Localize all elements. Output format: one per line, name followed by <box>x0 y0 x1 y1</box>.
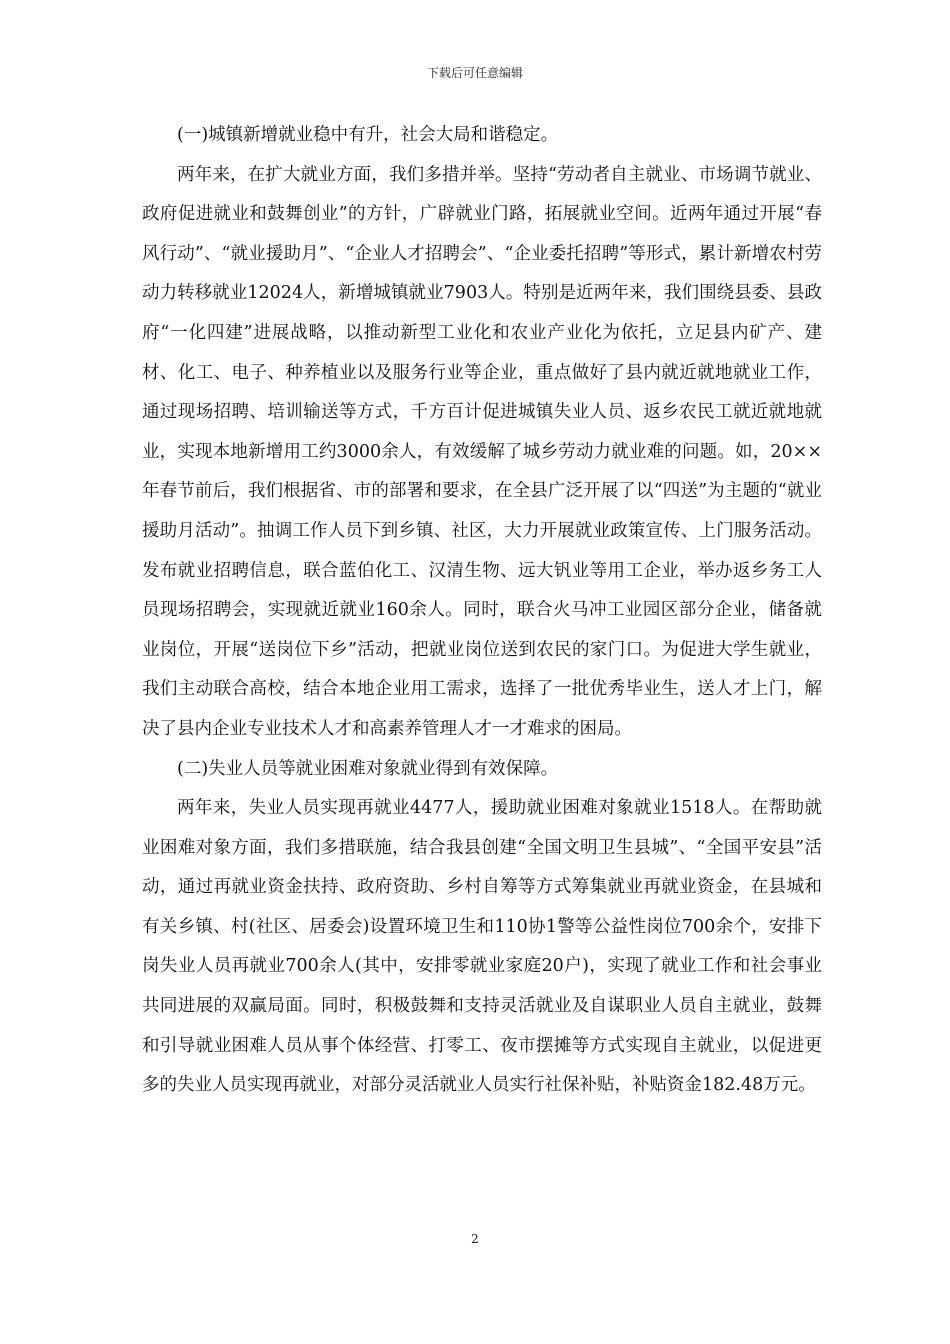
section-heading-1: (一)城镇新增就业稳中有升，社会大局和谐稳定。 <box>177 125 559 145</box>
page-number: 2 <box>471 1232 479 1246</box>
paragraph-2: 两年来，失业人员实现再就业4477人，援助就业困难对象就业1518人。在帮助就业困难对象方面，我们多措联施，结合我县创建“全国文明卫生县城”、“全国平安县”活动，通过再就业资金扶持、政府资助、乡村自筹等方式筹集就业再就业资金，在县城和有关乡镇、村(社区、居委会)设置环境卫生和110协1警等公益性岗位700余个，安排下岗失业人员再就业700余人(其中，安排零就业家庭20户)，实现了就业工作和社会事业共同进展的双赢局面。同时，积极鼓舞和支持灵活就业及自谋职业人员自主就业，鼓舞和引导就业困难人员从事个体经营、打零工、夜市摆摊等方式实现自主就业，以促进更多的失业人员实现再就业，对部分灵活就业人员实行社保补贴，补贴资金182.48万元。 <box>142 798 822 1096</box>
section-heading-2: (二)失业人员等就业困难对象就业得到有效保障。 <box>177 758 559 779</box>
document-body <box>142 116 822 1106</box>
header-note: 下载后可任意编辑 <box>426 66 523 80</box>
paragraph-1: 两年来，在扩大就业方面，我们多措并举。坚持“劳动者自主就业、市场调节就业、政府促进就业和鼓舞创业”的方针，广辟就业门路，拓展就业空间。近两年通过开展“春风行动”、“就业援助月”、“企业人才招聘会”、“企业委托招聘”等形式，累计新增农村劳动力转移就业12024人，新增城镇就业7903人。特别是近两年来，我们围绕县委、县政府“一化四建”进展战略，以推动新型工业化和农业产业化为依托，立足县内矿产、建材、化工、电子、种养植业以及服务行业等企业，重点做好了县内就近就地就业工作，通过现场招聘、培训输送等方式，千方百计促进城镇失业人员、返乡农民工就近就地就业，实现本地新增用工约3000余人，有效缓解了城乡劳动力就业难的问题。如，20××年春节前后，我们根据省、市的部署和要求，在全县广泛开展了以“四送”为主题的“就业援助月活动”。抽调工作人员下到乡镇、社区，大力开展就业政策宣传、上门服务活动。发布就业招聘信息，联合蓝伯化工、汉清生物、远大钒业等用工企业，举办返乡务工人员现场招聘会，实现就近就业160余人。同时，联合火马冲工业园区部分企业，储备就业岗位，开展“送岗位下乡”活动，把就业岗位送到农民的家门口。为促进大学生就业，我们主动联合高校，结合本地企业用工需求，选择了一批优秀毕业生，送人才上门，解决了县内企业专业技术人才和高素养管理人才一才难求的困局。 <box>142 164 822 739</box>
